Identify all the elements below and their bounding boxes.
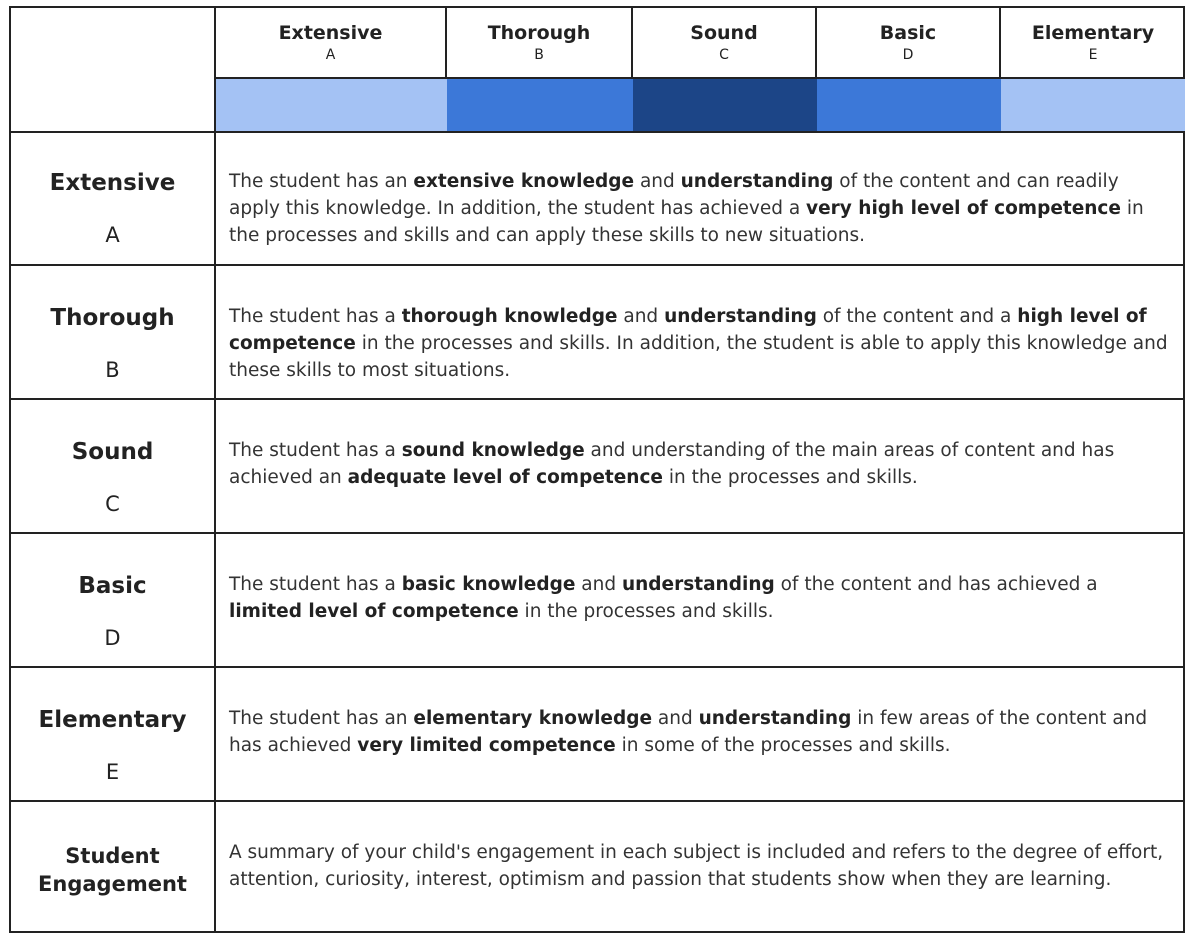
body-text: in some of the processes and skills. — [615, 735, 951, 756]
emphasis-text: adequate level of competence — [347, 467, 663, 488]
emphasis-text: sound knowledge — [401, 440, 585, 461]
scale-swatch-a — [216, 79, 447, 131]
emphasis-text: high level of competence — [229, 306, 1147, 354]
row-header — [11, 668, 216, 800]
row-header — [11, 534, 216, 666]
body-text: in the processes and skills and can apply these skills to new situations. — [229, 198, 1144, 246]
row-grade-name: Extensive — [49, 170, 176, 196]
engagement-text: A summary of your child's engagement in each subject is included and refers to the degree of effort, attention, curiosity, interest, optimism and passion that students show when they are learning. — [229, 842, 1164, 890]
scale-col-c — [633, 8, 817, 131]
grade-row — [11, 266, 1185, 400]
emphasis-text: understanding — [680, 171, 834, 192]
body-text: in the processes and skills. — [662, 467, 918, 488]
grade-row — [11, 131, 1185, 266]
scale-col-a — [216, 8, 447, 131]
row-description — [229, 705, 1175, 759]
body-text: of the content and can readily apply this knowledge. In addition, the student has achieved a — [229, 171, 1119, 219]
row-grade-letter: D — [104, 626, 121, 650]
row-grade-letter: B — [105, 358, 120, 382]
scale-swatch-c — [633, 79, 817, 131]
row-header — [11, 400, 216, 532]
row-grade-name: Basic — [78, 573, 147, 599]
scale-label: Sound — [690, 22, 758, 44]
engagement-title-line1: Student — [65, 844, 160, 868]
body-text: The student has a — [229, 574, 402, 595]
grade-row — [11, 802, 1185, 933]
row-header — [11, 266, 216, 398]
engagement-title — [11, 842, 214, 898]
body-text: The student has an — [229, 708, 414, 729]
emphasis-text: elementary knowledge — [413, 708, 652, 729]
body-text: The student has a — [229, 306, 402, 327]
corner-cell — [11, 8, 216, 131]
row-grade-letter: E — [105, 760, 120, 784]
row-header — [11, 131, 216, 264]
body-text: in the processes and skills. — [518, 601, 774, 622]
emphasis-text: understanding — [664, 306, 817, 327]
grade-row — [11, 668, 1185, 802]
row-header — [11, 802, 216, 933]
scale-col-e — [1001, 8, 1185, 131]
body-text: The student has an — [229, 171, 414, 192]
body-text: and — [652, 708, 699, 729]
body-text: and — [575, 574, 622, 595]
emphasis-text: understanding — [621, 574, 775, 595]
row-grade-name: Elementary — [38, 707, 187, 733]
body-text: of the content and has achieved a — [774, 574, 1098, 595]
row-description — [229, 437, 1175, 491]
emphasis-text: very limited competence — [357, 735, 616, 756]
body-text: and — [634, 171, 681, 192]
grade-row — [11, 534, 1185, 668]
emphasis-text: very high level of competence — [806, 198, 1121, 219]
emphasis-text: understanding — [698, 708, 852, 729]
scale-col-d — [817, 8, 1001, 131]
emphasis-text: basic knowledge — [401, 574, 576, 595]
body-text: The student has a — [229, 440, 402, 461]
scale-col-b — [447, 8, 633, 131]
scale-letter: E — [1088, 47, 1098, 63]
body-text: in the processes and skills. In addition, the student is able to apply this knowledge and these skills to most situations. — [229, 333, 1168, 381]
scale-divider — [216, 77, 1185, 79]
row-grade-name: Sound — [71, 439, 154, 465]
scale-label: Extensive — [278, 22, 383, 44]
emphasis-text: extensive knowledge — [413, 171, 635, 192]
grade-scale — [216, 8, 1185, 131]
row-description — [229, 168, 1175, 249]
engagement-title-line2: Engagement — [38, 872, 187, 896]
row-grade-name: Thorough — [50, 305, 175, 331]
row-description — [229, 303, 1175, 384]
scale-label: Elementary — [1031, 22, 1155, 44]
body-text: and — [617, 306, 665, 327]
row-grade-letter: C — [105, 492, 120, 516]
body-text: and understanding of the main areas of content and has achieved an — [229, 440, 1115, 488]
row-description — [229, 571, 1175, 625]
body-text: in few areas of the content and has achieved — [229, 708, 1148, 756]
body-text: of the content and a — [816, 306, 1018, 327]
scale-header — [11, 8, 1185, 133]
scale-swatch-e — [1001, 79, 1185, 131]
emphasis-text: limited level of competence — [229, 601, 519, 622]
row-grade-letter: A — [105, 223, 120, 247]
row-description — [229, 839, 1175, 893]
scale-label: Thorough — [487, 22, 591, 44]
scale-letter: D — [902, 47, 914, 63]
scale-letter: B — [534, 47, 544, 63]
scale-swatch-b — [447, 79, 633, 131]
grade-row — [11, 400, 1185, 534]
grading-table — [9, 6, 1185, 933]
emphasis-text: thorough knowledge — [401, 306, 618, 327]
scale-letter: C — [719, 47, 729, 63]
scale-swatch-d — [817, 79, 1001, 131]
scale-letter: A — [325, 47, 336, 63]
scale-label: Basic — [879, 22, 937, 44]
